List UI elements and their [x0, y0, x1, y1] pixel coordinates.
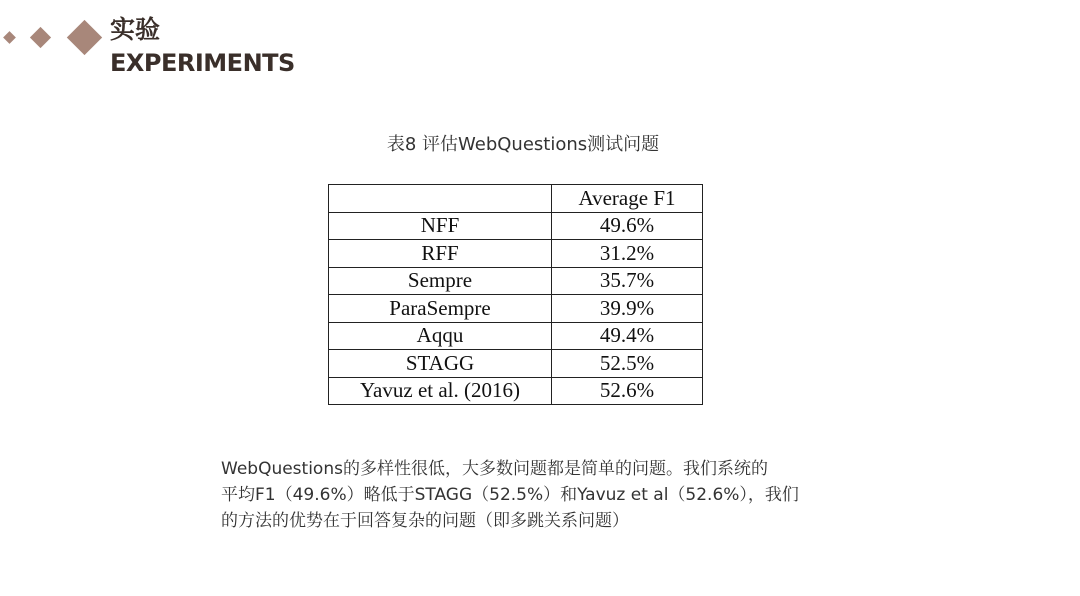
table-row — [329, 322, 703, 350]
section-subtitle: EXPERIMENTS — [110, 49, 295, 77]
table-row — [329, 267, 703, 295]
paragraph-line: 平均F1（49.6%）略低于STAGG（52.5%）和Yavuz et al（52.6%），我们 — [221, 485, 799, 505]
table-header-row — [329, 185, 703, 213]
method-cell: RFF — [329, 240, 552, 268]
table-row — [329, 212, 703, 240]
method-cell: ParaSempre — [329, 295, 552, 323]
decorative-diamonds — [0, 0, 110, 70]
method-cell: Sempre — [329, 267, 552, 295]
method-cell: Aqqu — [329, 322, 552, 350]
table-row — [329, 240, 703, 268]
paragraph-line: WebQuestions的多样性很低，大多数问题都是简单的问题。我们系统的 — [221, 459, 768, 479]
section-title: 实验 — [110, 15, 161, 44]
f1-cell: 52.6% — [552, 377, 703, 405]
method-cell: NFF — [329, 212, 552, 240]
f1-cell: 39.9% — [552, 295, 703, 323]
f1-cell: 31.2% — [552, 240, 703, 268]
small-diamond-icon — [3, 31, 16, 44]
results-table — [328, 184, 703, 405]
table-row — [329, 377, 703, 405]
body-paragraph — [221, 456, 911, 534]
method-cell: STAGG — [329, 350, 552, 378]
paragraph-line: 的方法的优势在于回答复杂的问题（即多跳关系问题） — [221, 511, 629, 531]
table-caption: 表8 评估WebQuestions测试问题 — [386, 134, 660, 155]
f1-cell: 49.4% — [552, 322, 703, 350]
f1-cell: 49.6% — [552, 212, 703, 240]
f1-cell: 52.5% — [552, 350, 703, 378]
table-row — [329, 350, 703, 378]
method-cell: Yavuz et al. (2016) — [329, 377, 552, 405]
table-row — [329, 295, 703, 323]
header-cell-method — [329, 185, 552, 213]
header-cell-f1: Average F1 — [552, 185, 703, 213]
f1-cell: 35.7% — [552, 267, 703, 295]
large-diamond-icon — [67, 20, 102, 55]
medium-diamond-icon — [30, 27, 51, 48]
